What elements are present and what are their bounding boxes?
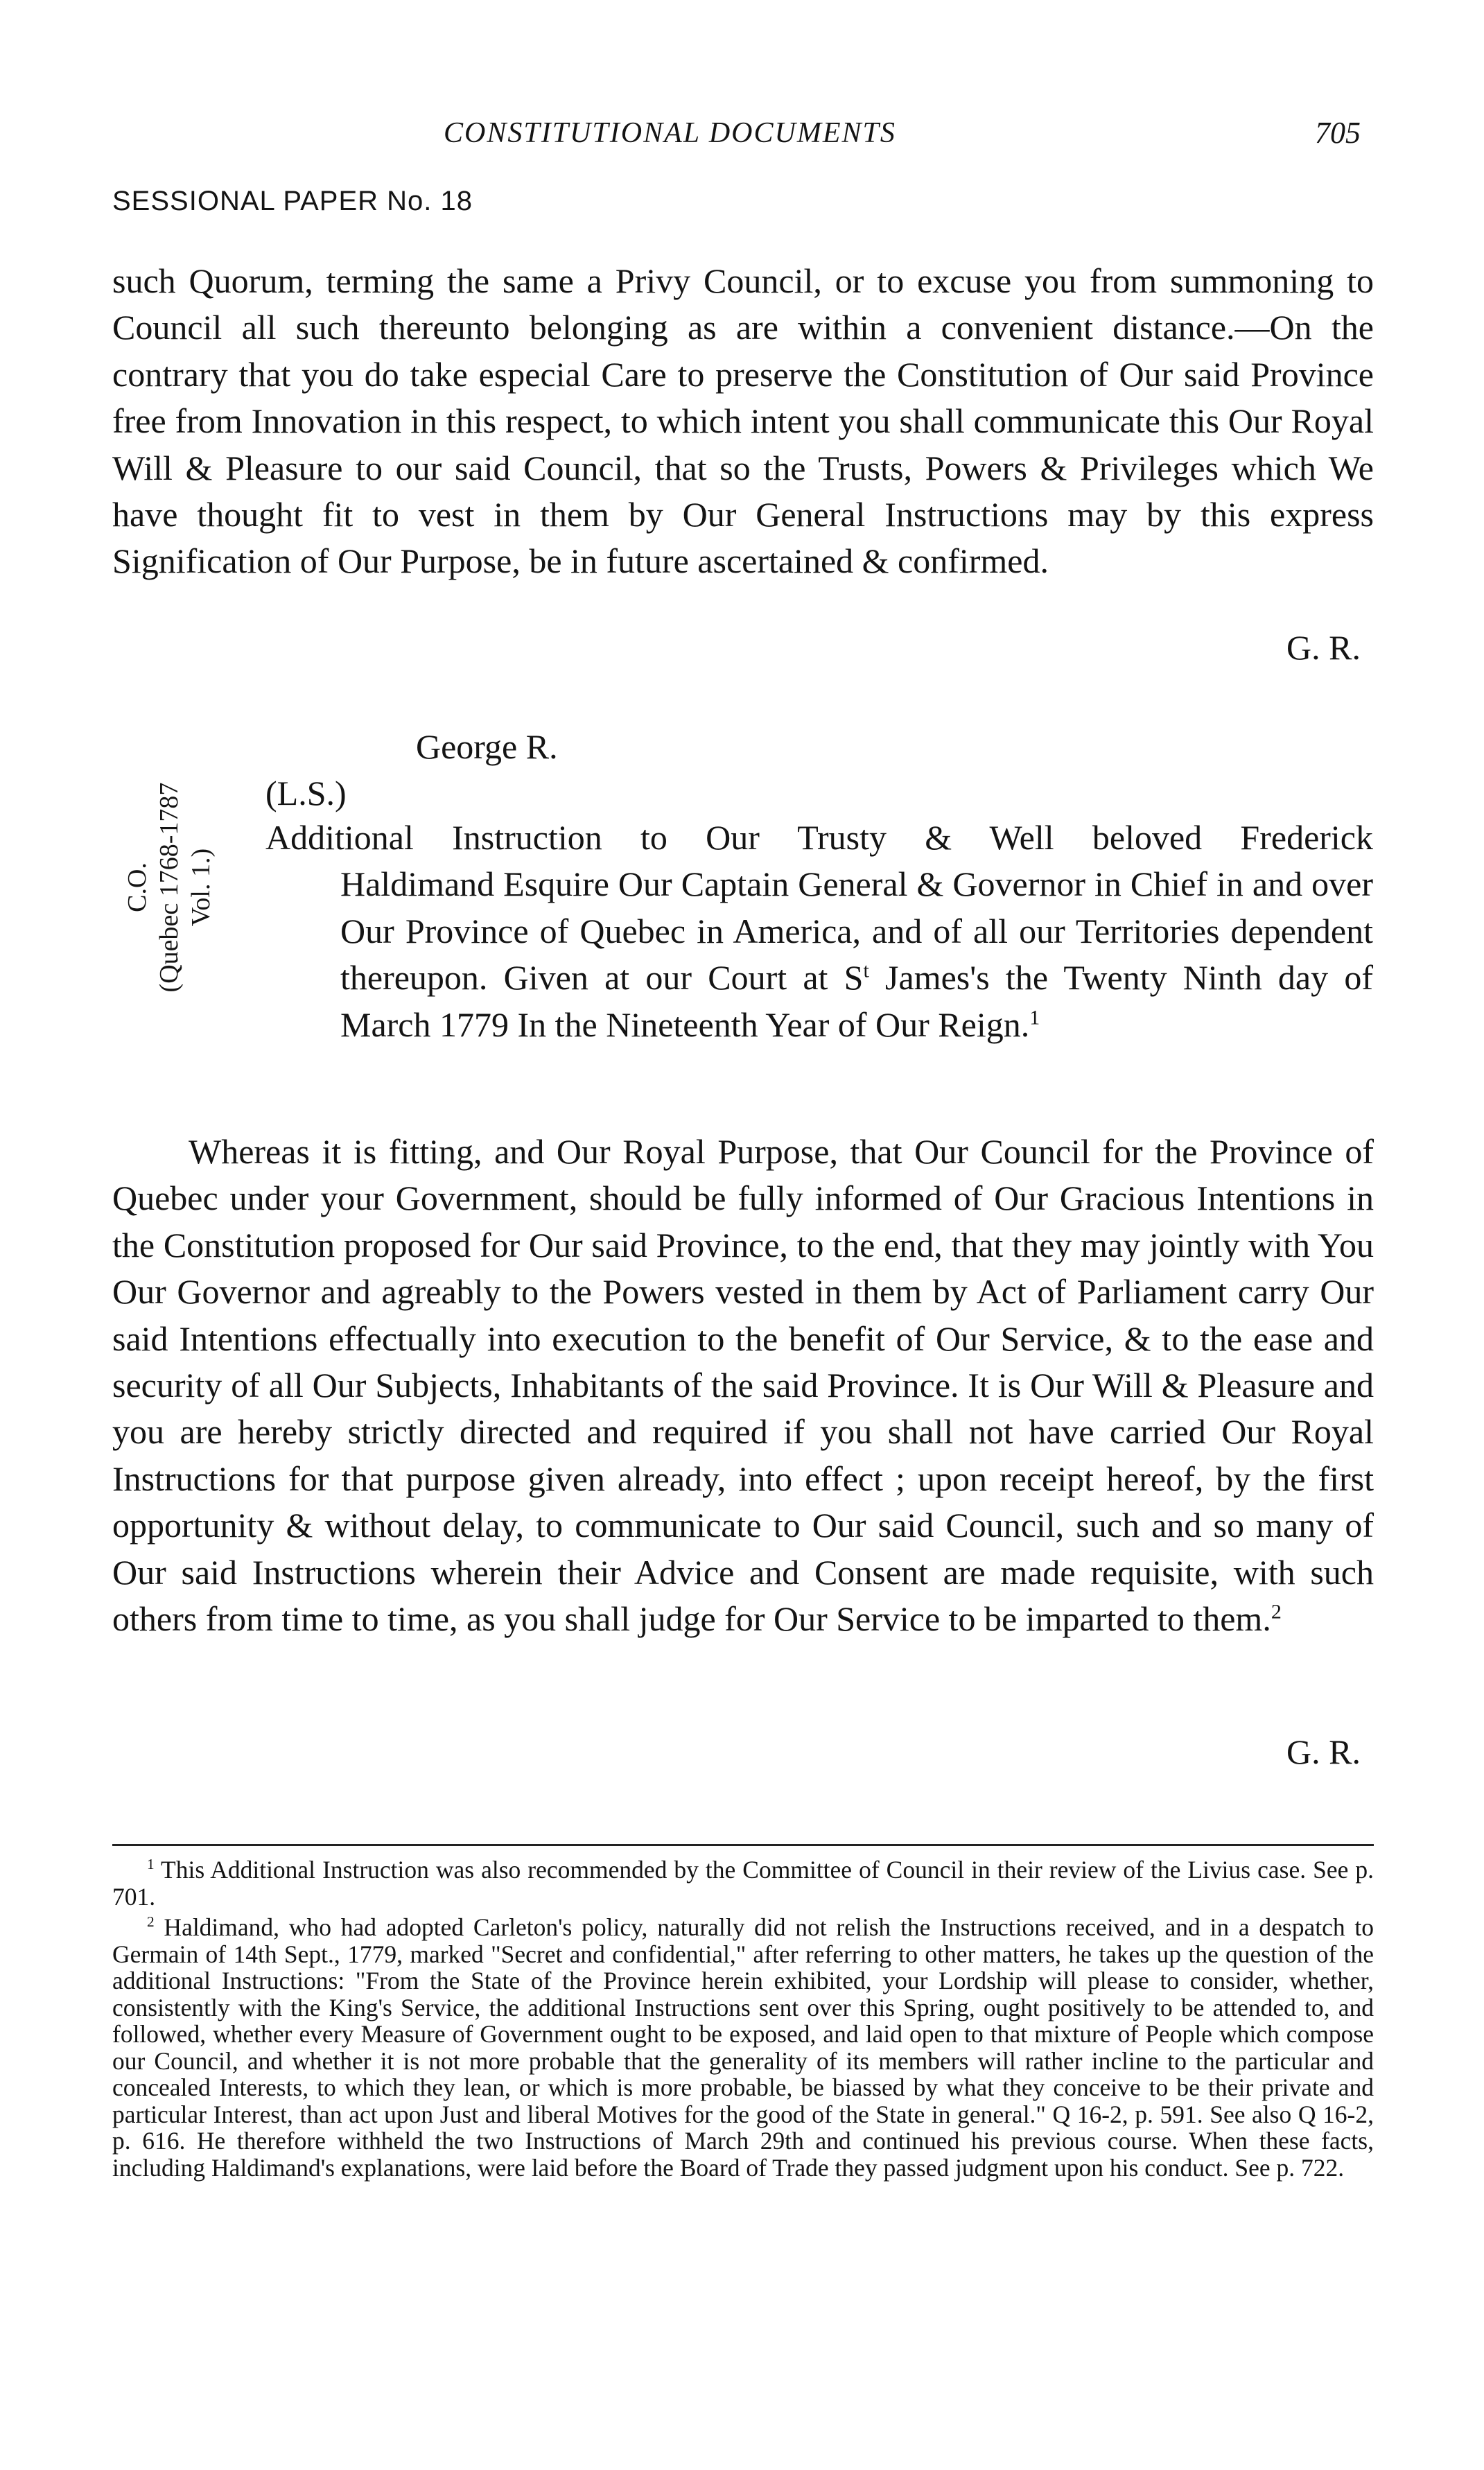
margin-ref-line: C.O. xyxy=(123,862,152,912)
footnote-marker: 2 xyxy=(147,1913,155,1931)
paragraph-privy-council: such Quorum, terming the same a Privy Council, or to excuse you from summoning to Council all such thereunto belonging as are within a convenient distance.—On the contrary that you do take especial Care to preserve the Constitution of Our said Province free from Innovation in this respect, to which intent you shall communicate this Our Royal Will & Pleasure to our said Council, that so the Trusts, Powers & Privileges which We have thought fit to vest in them by Our General Instructions may by this express Signification of Our Purpose, be in future ascertained & confirmed. xyxy=(112,261,1374,581)
footnote-marker: 1 xyxy=(147,1856,155,1873)
locus-sigilli: (L.S.) xyxy=(265,774,347,812)
footnote-divider xyxy=(112,1844,1374,1846)
signature-gr-2: G. R. xyxy=(1286,1732,1361,1771)
superscript-t: t xyxy=(863,959,869,982)
running-head: CONSTITUTIONAL DOCUMENTS xyxy=(444,117,896,149)
margin-source-reference xyxy=(121,742,217,1033)
margin-ref-line: (Quebec 1768-1787 xyxy=(155,782,184,993)
royal-signature-george: George R. xyxy=(416,727,558,766)
signature-gr-1: G. R. xyxy=(1286,628,1361,667)
footnote-text: Haldimand, who had adopted Carleton's policy, naturally did not relish the Instructions received, and in a despatch to Germain of 14th Sept., 1779, marked "Secret and confidential," after referring to other matters, he takes up the question of the additional Instructions: "From the State of the Province herein exhibited, your Lordship will please to consider, whether, consistently with the King's Service, the additional Instructions sent over this Spring, ought positively to be attended to, and followed, whether every Measure of Government ought to be exposed, and laid open to that mixture of People which compose our Council, and whether it is not more probable that the generality of its members will rather incline to the particular and concealed Interests, to which they lean, or which is more probable, be biassed by what they conceive to be their private and particular Interest, than act upon Just and liberal Motives for the good of the State in general." Q 16-2, p. 591. See also Q 16-2, p. 616. He therefore withheld the two Instructions of March 29th and continued his previous course. When these facts, including Haldimand's explanations, were laid before the Board of Trade they passed judgment upon his conduct. See p. 722. xyxy=(112,1913,1374,2182)
instruction-text: Haldimand Esquire Our Captain General & Governor in Chief in and over Our Province of Quebec in America, and of all our Territories dependent thereupon. Given at our Court at S xyxy=(340,864,1373,998)
instruction-heading xyxy=(265,815,1373,1048)
sessional-paper-label: SESSIONAL PAPER No. 18 xyxy=(112,186,473,216)
footnote-text: This Additional Instruction was also recommended by the Committee of Council in their review of the Livius case. See p. 701. xyxy=(112,1856,1374,1911)
instruction-continuation xyxy=(265,861,1373,1048)
paragraph-whereas-text: Whereas it is fitting, and Our Royal Purpose, that Our Council for the Province of Quebec under your Government, should be fully informed of Our Gracious Intentions in the Constitution proposed for Our said Province, to the end, that they may jointly with You Our Governor and agreably to the Powers vested in them by Act of Parliament carry Our said Intentions effectually into execution to the benefit of Our Service, & to the ease and security of all Our Subjects, Inhabitants of the said Province. It is Our Will & Pleasure and you are hereby strictly directed and required if you shall not have carried Our Royal Instructions for that purpose given already, into effect ; upon receipt hereof, by the first opportunity & without delay, to communicate to Our said Council, such and so many of Our said Instructions wherein their Advice and Consent are made requisite, with such others from time to time, as you shall judge for Our Service to be imparted to them. xyxy=(112,1132,1374,1639)
footnote-ref-2[interactable]: 2 xyxy=(1271,1600,1282,1624)
footnote-2 xyxy=(112,1914,1374,2181)
footnote-ref-1[interactable]: 1 xyxy=(1029,1005,1040,1029)
instruction-tail: James's the Twenty Ninth day of March 1779 In the Nineteenth Year of Our Reign. xyxy=(340,958,1373,1044)
footnote-1 xyxy=(112,1856,1374,1910)
footnotes xyxy=(112,1856,1374,2185)
margin-ref-line: Vol. 1.) xyxy=(186,848,216,927)
paragraph-whereas xyxy=(112,1129,1374,1642)
page-number: 705 xyxy=(1315,116,1361,150)
instruction-first-line: Additional Instruction to Our Trusty & Well beloved Frederick xyxy=(265,818,1373,857)
